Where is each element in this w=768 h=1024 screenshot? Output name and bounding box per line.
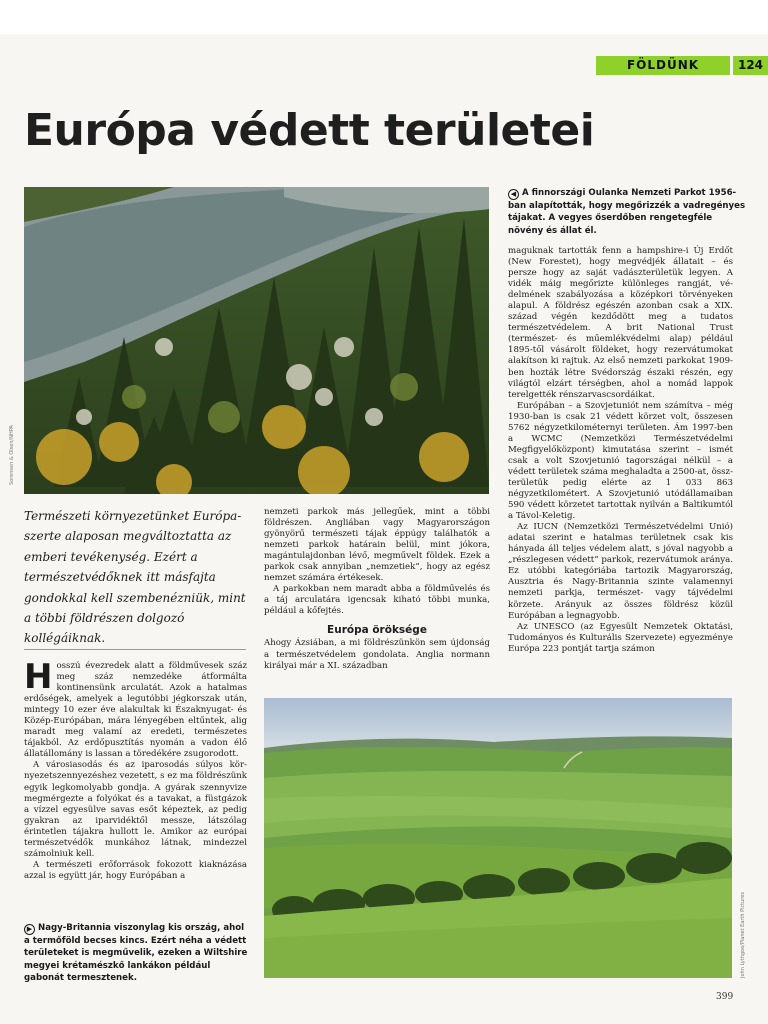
photo-credit-top: Sorensen & Olsen/NHPA (9, 425, 15, 485)
paragraph: nemzeti parkok más jellegűek, mint a többi földrészen. Angliában vagy Magyarországon gyönyörű természeti tájak éppúgy találhatók a nemzeti parkok határain belül, mint jókora, magántulajdonban lévő, megművelt földek. Ezek a parkok csak annyiban „nemzetiek”, hogy az egész nemzet számára értékesek. (264, 507, 490, 584)
middle-column (264, 507, 490, 672)
section-tab: FÖLDÜNK (596, 56, 730, 75)
paragraph: A városiasodás és az iparosodás súlyos környezetszennyezéshez vezetett, s ez ma földrészünk egyik legkomolyabb gondja. A gyárak szennyvize megmérgezte a folyókat és a tavakat, a füstgázok a vízzel egyesülve savas esőt képeztek, az pedig gyakran az iparvidéktől messze, látszólag érintetlen tájakra hullott le. Amikor az európai természetvédők munkához látnak, mindezzel számolniuk kell. (24, 760, 247, 859)
paragraph: Európában – a Szovjetuniót nem számítva – még 1930-ban is csak 21 védett körzet volt, összesen 5762 négyzetkilométernyi területen. Ám 1997-ben a WCMC (Nemzetközi Természetvédelmi Megfigyelőközpont) kimutatása szerint – ismét csak a volt Szovjetunió tagországai nélkül – a védett területek száma meghaladta a 2500-at, összterületük pedig elérte az 1 033 863 négyzetkilométert. A Szovjetunió utódállamaiban 590 védett körzetet tartottak nyilván a Baltikumtól a Távol-Keletig. (508, 400, 733, 522)
lead-paragraph: Természeti környezetünket Európa-szerte alaposan megváltoztatta az emberi tevékenység. Ezért a természetvédőknek itt másfajta gondokkal kell szembenézniük, mint a többi földrészen dolgozó kollégáiknak. (24, 509, 246, 646)
lead-divider (24, 649, 246, 650)
paragraph: Az IUCN (Nemzetközi Természetvédelmi Unió) adatai szerint e hatalmas területnek csak kis hányada áll teljes védelem alatt, s jóval nagyobb a „részlegesen védett” parkok, rezervátumok aránya. Ez utóbbi kategóriába tartozik Magyarország, Ausztria és Nagy-Britannia szinte valamennyi nemzeti parkja, természet- vagy tájvédelmi körzete. Arányuk az összes földrész közül Európában a legnagyobb. (508, 522, 733, 621)
right-arrow-icon: ▶ (24, 924, 35, 935)
paragraph: Hosszú évezredek alatt a földművesek száz meg száz nemzedéke átformálta kontinensünk arculatát. Azok a hatalmas erdőségek, amelyek a legutóbbi jégkorszak után, mintegy 10 ezer éve alakultak ki Északnyugat- és Közép-Európában, mára lényegében eltűntek, alig maradt meg valamí az eredeti, természetes tájakból. Az erdőpusztítás nyomán a vadon élő állatállomány is lassan a töredékére zsugorodott. (24, 657, 247, 760)
caption-bottom: ▶ Nagy-Britannia viszonylag kis ország, ahol a termőföld becses kincs. Ezért néha a védett területeket is megművelik, ezeken a Wiltshire megyei krétamészkő lankákon például gabonát termesztenek. (24, 923, 248, 983)
article-title: Európa védett területei (24, 105, 595, 156)
right-column (508, 246, 733, 655)
drop-cap: H (24, 657, 53, 697)
left-arrow-icon: ◀ (508, 189, 519, 200)
paragraph: maguknak tartották fenn a hampshire-i Új Erdőt (New Forestet), hogy megvédjék állatait – és persze hogy az saját vadászterületük legyen. A vidék máig megőrizte különleges rangját, védelmének szabályozása a középkori törvényeken alapul. A földrész egészén azonban csak a XIX. század végén kezdődött meg a tudatos természetvédelem. A brit National Trust (természet- és műemlékvédelmi alap) például 1895-től vásárolt földeket, hogy rezervátumokat alakítson ki rajtuk. Az első nemzeti parkokat 1909-ben hozták létre Svédország északi részén, egy világtól elzárt térségben, ahol a nomád lappok terelgették rénszarvascsordáikat. (508, 246, 733, 400)
wiltshire-fields-photo (264, 698, 732, 978)
page-number: 399 (716, 992, 734, 1002)
caption-top: ◀ A finnországi Oulanka Nemzeti Parkot 1956-ban alapították, hogy megőrizzék a vadregényes tájakat. A vegyes őserdőben rengetegféle növény és állat él. (508, 188, 746, 236)
section-subheading: Európa öröksége (327, 624, 427, 637)
paragraph: Ahogy Ázsiában, a mi földrészünkön sem újdonság a természetvédelem gondolata. Anglia normann királyai már a XI. században (264, 638, 490, 671)
paragraph: A természeti erőforrások fokozott kiaknázása azzal is együtt jár, hogy Európában a (24, 859, 247, 881)
paragraph: Az UNESCO (az Egyesült Nemzetek Oktatási, Tudományos és Kulturális Szervezete) egyezménye Európa 223 pontját tartja számon (508, 621, 733, 654)
paragraph: A parkokban nem maradt abba a földművelés és a táj arculatára igencsak kiható többi munka, például a kőfejtés. (264, 584, 490, 617)
page-top-margin (0, 0, 768, 34)
photo-credit-bottom: John Lythgoe/Planet Earth Pictures (740, 892, 746, 978)
left-column (24, 657, 247, 882)
forest-river-photo (24, 187, 489, 494)
page-number-tab: 124 (733, 56, 768, 75)
